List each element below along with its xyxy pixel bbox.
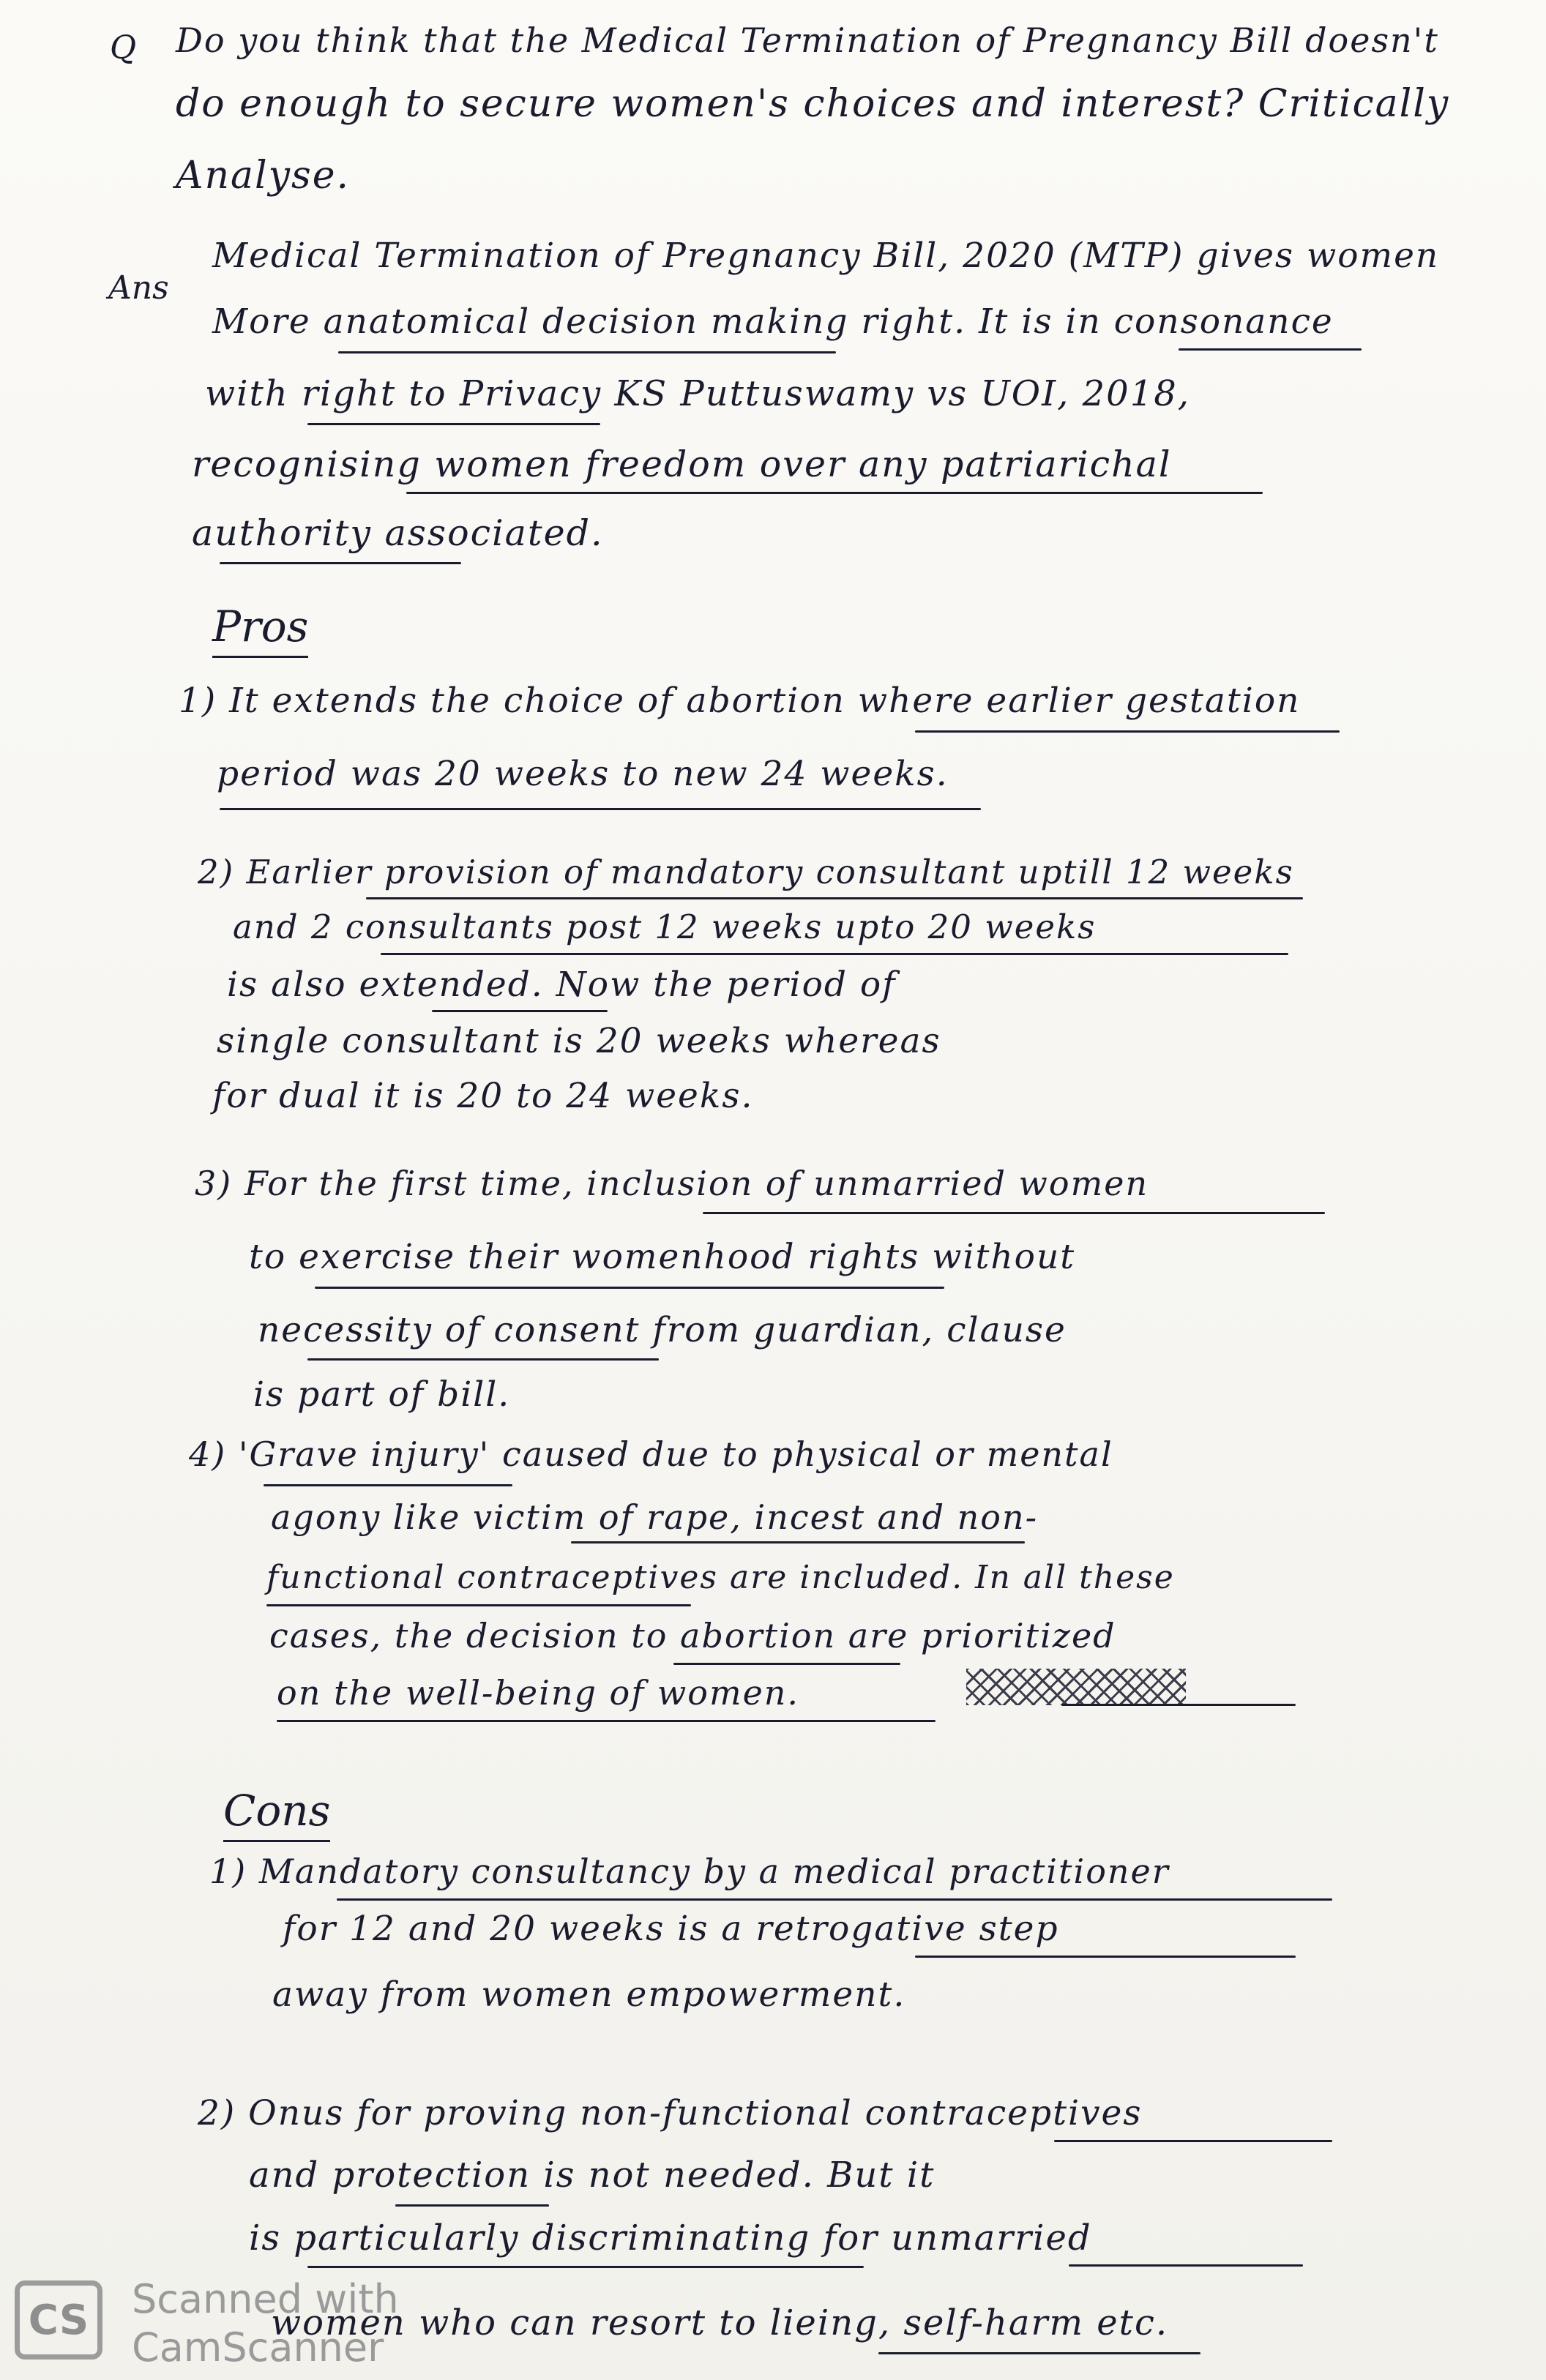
underline (703, 1212, 1325, 1214)
answer-intro-line-4: recognising women freedom over any patriarichal (192, 444, 1172, 485)
underline (381, 953, 1288, 955)
watermark-line-1: Scanned with (132, 2276, 399, 2322)
answer-intro-line-3: with right to Privacy KS Puttuswamy vs UOI, 2018, (205, 373, 1191, 414)
underline (220, 562, 461, 564)
underline (1069, 2264, 1303, 2267)
pros-item-1-line-1: 1) It extends the choice of abortion where earlier gestation (179, 681, 1301, 721)
crossed-out-scribble (966, 1669, 1186, 1705)
watermark-line-2: CamScanner (132, 2324, 384, 2370)
question-line-1: Do you think that the Medical Termination of Pregnancy Bill doesn't (176, 20, 1439, 60)
answer-intro-line-2: More anatomical decision making right. It is in consonance (212, 302, 1334, 342)
underline (307, 423, 600, 425)
underline (266, 1604, 691, 1606)
pros-item-2-line-3: is also extended. Now the period of (227, 965, 897, 1005)
pros-item-3-line-1: 3) For the first time, inclusion of unmarried women (195, 1164, 1149, 1203)
pros-item-2-line-4: single consultant is 20 weeks whereas (217, 1021, 941, 1061)
underline (277, 1720, 936, 1722)
underline (673, 1663, 900, 1665)
camscanner-watermark (15, 2269, 425, 2371)
pros-item-4-line-1: 4) 'Grave injury' caused due to physical or mental (189, 1434, 1113, 1474)
underline (1054, 2140, 1332, 2142)
underline (220, 808, 981, 810)
underline (432, 1010, 608, 1012)
cons-item-2-line-2: and protection is not needed. But it (249, 2155, 936, 2196)
pros-item-3-line-2: to exercise their womenhood rights without (249, 1237, 1076, 1277)
underline (878, 2352, 1200, 2354)
cons-item-2-line-1: 2) Onus for proving non-functional contraceptives (198, 2093, 1143, 2133)
underline (406, 492, 1263, 494)
underline (1179, 348, 1362, 351)
pros-item-4-line-2: agony like victim of rape, incest and non- (271, 1497, 1039, 1537)
underline (366, 897, 1303, 899)
pros-heading: Pros (212, 602, 308, 658)
underline (264, 1484, 512, 1486)
pros-item-1-line-2: period was 20 weeks to new 24 weeks. (217, 754, 949, 794)
underline (337, 1898, 1332, 1901)
answer-intro-line-5: authority associated. (192, 512, 604, 554)
cons-item-1-line-2: for 12 and 20 weeks is a retrogative step (283, 1909, 1059, 1949)
underline (571, 1541, 1025, 1543)
underline (307, 2266, 864, 2268)
camscanner-logo-icon: CS (15, 2280, 102, 2360)
pros-item-4-line-3: functional contraceptives are included. In all these (266, 1559, 1175, 1596)
pros-item-2-line-5: for dual it is 20 to 24 weeks. (212, 1076, 754, 1116)
pros-item-2-line-1: 2) Earlier provision of mandatory consultant uptill 12 weeks (198, 853, 1294, 891)
pros-item-2-line-2: and 2 consultants post 12 weeks upto 20 weeks (233, 908, 1097, 946)
pros-item-3-line-4: is part of bill. (253, 1374, 511, 1415)
pros-item-3-line-3: necessity of consent from guardian, clause (258, 1310, 1067, 1350)
answer-marker: Ans (108, 269, 169, 307)
question-line-2: do enough to secure women's choices and interest? Critically (176, 82, 1450, 126)
cons-item-2-line-3: is particularly discriminating for unmarried (249, 2218, 1092, 2259)
cons-item-1-line-3: away from women empowerment. (272, 1975, 906, 2015)
underline (915, 1956, 1296, 1958)
underline (1061, 1704, 1296, 1706)
underline (395, 2204, 549, 2207)
underline (307, 1358, 659, 1361)
cons-item-2-line-4: women who can resort to lieing, self-harm etc. (271, 2302, 1169, 2343)
pros-item-4-line-4: cases, the decision to abortion are prioritized (269, 1616, 1116, 1655)
cons-heading: Cons (223, 1786, 330, 1842)
underline (915, 730, 1340, 733)
pros-item-4-line-5: on the well-being of women. (277, 1673, 800, 1713)
underline (338, 351, 836, 353)
cons-item-1-line-1: 1) Mandatory consultancy by a medical practitioner (209, 1852, 1170, 1891)
underline (315, 1287, 944, 1289)
answer-intro-line-1: Medical Termination of Pregnancy Bill, 2020 (MTP) gives women (212, 236, 1440, 276)
question-marker: Q (110, 29, 137, 67)
question-line-3: Analyse. (176, 154, 351, 198)
